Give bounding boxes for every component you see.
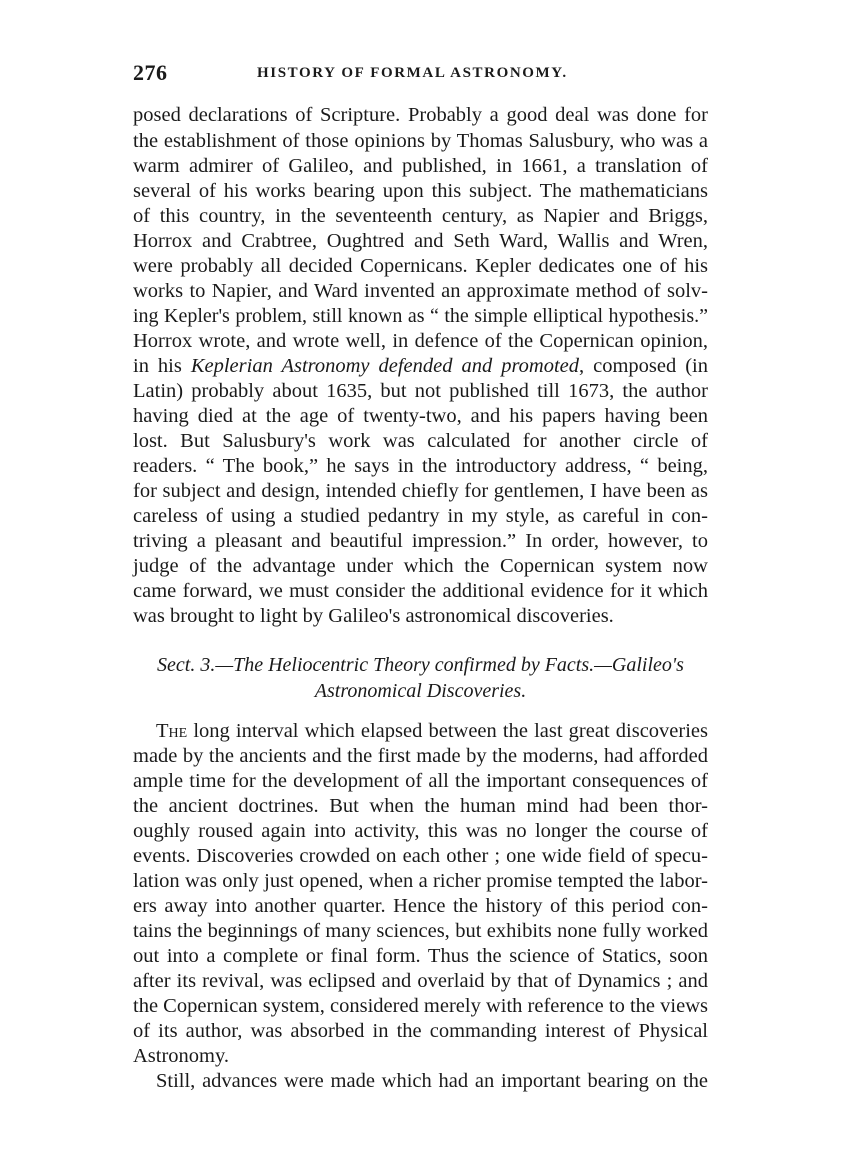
text-line: posed declarations of Scripture. Probably a good deal was done for [133,104,708,126]
text-line: of its author, was absorbed in the commanding interest of Physical [133,1020,708,1042]
text-line: was brought to light by Galileo's astronomical discoveries. [133,605,614,627]
text-line: works to Napier, and Ward invented an approximate method of solv- [133,280,708,302]
page-number: 276 [133,60,168,85]
text-line: Horrox and Crabtree, Oughtred and Seth Ward, Wallis and Wren, [133,230,708,252]
text-line: after its revival, was eclipsed and overlaid by that of Dynamics ; and [133,970,708,992]
text-line-opening [156,718,708,744]
text-line: readers. “ The book,” he says in the introductory address, “ being, [133,455,708,477]
text-line: the ancient doctrines. But when the human mind had been thor- [133,795,708,817]
text-line: Still, advances were made which had an important bearing on the [156,1070,708,1092]
text-fragment: long interval which elapsed between the last great discoveries [187,720,708,742]
opening-word: The [156,720,188,742]
text-fragment: in his [133,355,191,377]
text-line: careless of using a studied pedantry in my style, as careful in con- [133,505,708,527]
text-line: several of his works bearing upon this subject. The mathematicians [133,180,708,202]
text-line: the establishment of those opinions by Thomas Salusbury, who was a [133,130,708,152]
text-line: ing Kepler's problem, still known as “ the simple elliptical hypothesis.” [133,305,708,327]
text-line: of this country, in the seventeenth century, as Napier and Briggs, [133,205,708,227]
text-line: Latin) probably about 1635, but not published till 1673, the author [133,380,708,402]
text-line: made by the ancients and the first made by the moderns, had afforded [133,745,708,767]
text-line: oughly roused again into activity, this was no longer the course of [133,820,708,842]
text-line: lost. But Salusbury's work was calculated for another circle of [133,430,708,452]
running-title: HISTORY OF FORMAL ASTRONOMY. [257,65,568,81]
text-line: ers away into another quarter. Hence the history of this period con- [133,895,708,917]
text-line-with-title [133,353,708,379]
text-line: the Copernican system, considered merely with reference to the views [133,995,708,1017]
text-line: triving a pleasant and beautiful impression.” In order, however, to [133,530,708,552]
section-heading-line: Sect. 3.—The Heliocentric Theory confirmed by Facts.—Galileo's [157,654,684,676]
book-title: Keplerian Astronomy defended and promoted [190,355,580,377]
text-line: lation was only just opened, when a richer promise tempted the labor- [133,870,708,892]
text-line: were probably all decided Copernicans. Kepler dedicates one of his [133,255,708,277]
text-line: Astronomy. [133,1045,230,1067]
text-line: out into a complete or final form. Thus the science of Statics, soon [133,945,708,967]
running-head [133,60,708,90]
text-line: having died at the age of twenty-two, and his papers having been [133,405,708,427]
text-line: Horrox wrote, and wrote well, in defence of the Copernican opinion, [133,330,708,352]
text-line: judge of the advantage under which the Copernican system now [133,555,708,577]
text-line: came forward, we must consider the additional evidence for it which [133,580,708,602]
text-line: tains the beginnings of many sciences, but exhibits none fully worked [133,920,708,942]
text-line: for subject and design, intended chiefly for gentlemen, I have been as [133,480,708,502]
text-line: warm admirer of Galileo, and published, in 1661, a translation of [133,155,708,177]
section-heading-line: Astronomical Discoveries. [314,680,527,702]
text-line: ample time for the development of all the important consequences of [133,770,708,792]
text-fragment: , composed (in [579,355,708,377]
text-line: events. Discoveries crowded on each other ; one wide field of specu- [133,845,708,867]
